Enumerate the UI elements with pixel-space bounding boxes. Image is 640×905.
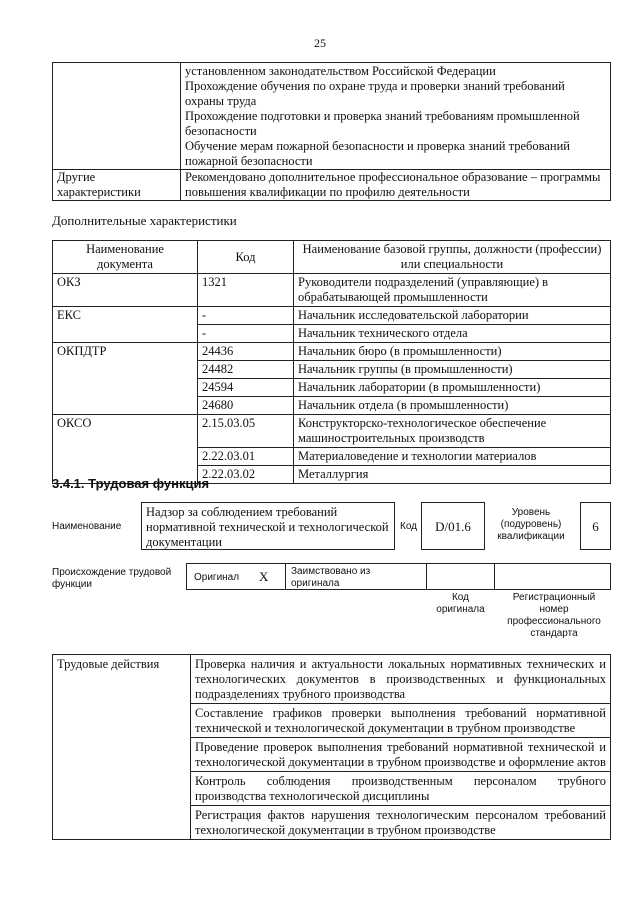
code-cell: 24680 bbox=[198, 397, 294, 415]
requirement-line: Обучение мерам пожарной безопасности и проверка знаний требований пожарной безопасности bbox=[185, 139, 570, 168]
header-name: Наименование базовой группы, должности (профессии) или специальности bbox=[294, 241, 611, 274]
name-label: Наименование bbox=[52, 521, 122, 532]
table-row bbox=[53, 655, 611, 704]
divider bbox=[426, 563, 427, 590]
header-code: Код bbox=[198, 241, 294, 274]
code-cell: - bbox=[198, 307, 294, 325]
divider bbox=[494, 563, 495, 590]
row-content bbox=[181, 170, 611, 201]
doc-cell: ЕКС bbox=[53, 307, 198, 343]
table-header-row bbox=[53, 241, 611, 274]
divider bbox=[285, 563, 286, 590]
borrowed-label: Заимствовано из оригинала bbox=[291, 566, 371, 589]
labor-action-item: Проверка наличия и актуальности локальных нормативных технических и технологических документов в производственных и функциональных подразделениях трубного производства bbox=[191, 655, 611, 704]
original-label: Оригинал bbox=[194, 572, 240, 583]
name-cell: Начальник группы (в промышленности) bbox=[294, 361, 611, 379]
table-row bbox=[53, 274, 611, 307]
code-cell: 2.22.03.01 bbox=[198, 448, 294, 466]
level-value: 6 bbox=[580, 502, 611, 550]
function-code-value: D/01.6 bbox=[421, 502, 485, 550]
name-cell: Руководители подразделений (управляющие) в обрабатывающей промышленности bbox=[294, 274, 611, 307]
function-name-value: Надзор за соблюдением требований нормативной технической и технологической документации bbox=[141, 502, 395, 550]
name-cell: Начальник бюро (в промышленности) bbox=[294, 343, 611, 361]
page-number: 25 bbox=[314, 36, 326, 50]
table-row bbox=[53, 343, 611, 361]
labor-action-item: Регистрация фактов нарушения технологическим персоналом требований технологической документации в трубном производстве bbox=[191, 806, 611, 840]
table-row bbox=[53, 307, 611, 325]
name-cell: Металлургия bbox=[294, 466, 611, 484]
level-label: Уровень (подуровень) квалификации bbox=[497, 507, 565, 542]
reg-number-label: Регистрационный номер профессионального стандарта bbox=[507, 592, 601, 639]
labor-actions-table bbox=[52, 654, 611, 840]
original-mark: X bbox=[259, 569, 269, 584]
code-cell: 1321 bbox=[198, 274, 294, 307]
name-cell: Конструкторско-технологическое обеспечение машиностроительных производств bbox=[294, 415, 611, 448]
code-cell: - bbox=[198, 325, 294, 343]
requirement-line: установленном законодательством Российской Федерации bbox=[185, 64, 496, 78]
code-cell: 2.22.03.02 bbox=[198, 466, 294, 484]
code-cell: 24436 bbox=[198, 343, 294, 361]
row-content bbox=[181, 63, 611, 170]
name-cell: Начальник исследовательской лаборатории bbox=[294, 307, 611, 325]
table-row bbox=[53, 63, 611, 170]
doc-cell: ОКЗ bbox=[53, 274, 198, 307]
labor-action-item: Составление графиков проверки выполнения требований нормативной технической и технологической документации в трубном производстве bbox=[191, 704, 611, 738]
code-label: Код bbox=[400, 521, 418, 532]
qualification-requirements-table bbox=[52, 62, 611, 201]
code-cell: 24594 bbox=[198, 379, 294, 397]
labor-action-item: Проведение проверок выполнения требований нормативной технической и технологической документации в трубном производстве и оформление актов bbox=[191, 738, 611, 772]
section-title: 3.4.1. Трудовая функция bbox=[52, 476, 210, 491]
table-row bbox=[53, 170, 611, 201]
labor-action-item: Контроль соблюдения производственным персоналом трубного производства технологической дисциплины bbox=[191, 772, 611, 806]
name-cell: Начальник лаборатории (в промышленности) bbox=[294, 379, 611, 397]
requirement-line: Прохождение подготовки и проверка знаний требованиям промышленной безопасности bbox=[185, 109, 580, 138]
name-cell: Начальник отдела (в промышленности) bbox=[294, 397, 611, 415]
doc-cell: ОКСО bbox=[53, 415, 198, 484]
table-row bbox=[53, 415, 611, 448]
labor-actions-label: Трудовые действия bbox=[53, 655, 191, 840]
code-cell: 24482 bbox=[198, 361, 294, 379]
name-cell: Материаловедение и технологии материалов bbox=[294, 448, 611, 466]
name-cell: Начальник технического отдела bbox=[294, 325, 611, 343]
requirement-line: Прохождение обучения по охране труда и проверки знаний требований охраны труда bbox=[185, 79, 565, 108]
row-label bbox=[53, 63, 181, 170]
requirement-line: Рекомендовано дополнительное профессиональное образование – программы повышения квалификации по профилю деятельности bbox=[185, 170, 601, 199]
header-document: Наименование документа bbox=[53, 241, 198, 274]
origin-code-label: Код оригинала bbox=[436, 592, 485, 615]
origin-label: Происхождение трудовой функции bbox=[52, 567, 172, 590]
doc-cell: ОКПДТР bbox=[53, 343, 198, 415]
additional-characteristics-table bbox=[52, 240, 611, 484]
code-cell: 2.15.03.05 bbox=[198, 415, 294, 448]
row-label: Другие характеристики bbox=[53, 170, 181, 201]
additional-characteristics-caption: Дополнительные характеристики bbox=[52, 213, 237, 228]
